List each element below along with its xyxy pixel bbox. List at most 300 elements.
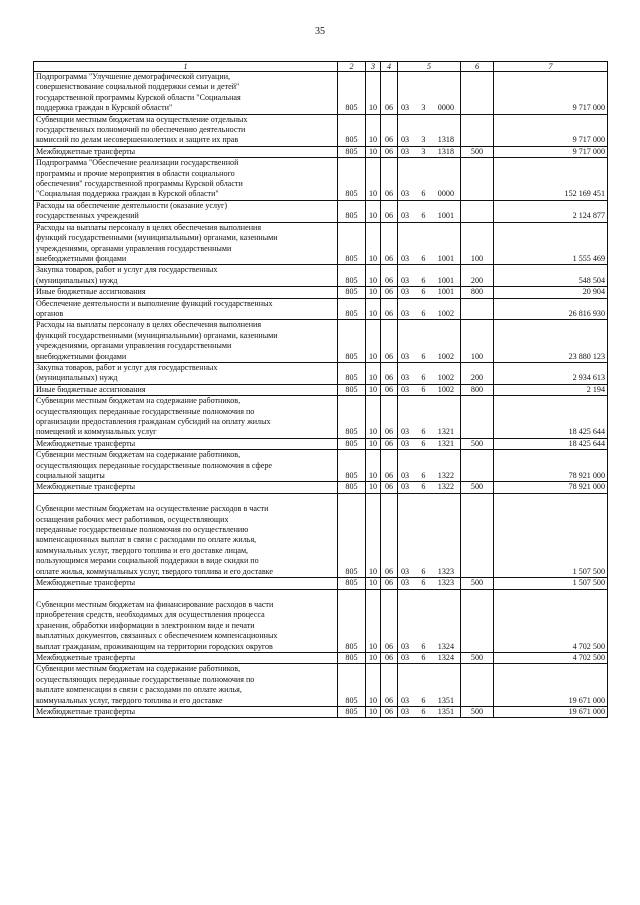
csr-code-part: 03 (401, 695, 410, 705)
item-name-line: Субвенции местным бюджетам на осуществление отдельных (36, 114, 248, 124)
gr-code-cell: 805 (338, 158, 366, 201)
pr-code-cell: 06 (381, 200, 398, 222)
csr-code-part: 6 (421, 427, 426, 437)
item-name-line: "Социальная поддержка граждан в Курской области" (36, 189, 219, 199)
page-number: 35 (315, 26, 325, 37)
table-row (34, 384, 608, 395)
table-row (34, 589, 608, 652)
vr-code-cell: 100 (461, 320, 494, 363)
rz-code-cell: 10 (366, 482, 381, 493)
csr-code-part: 1322 (437, 482, 454, 492)
vr-code-cell: 100 (461, 222, 494, 265)
csr-code-part: 6 (421, 471, 426, 481)
item-name-line: оплате жилья, коммунальных услуг, твердого топлива и его доставке (36, 566, 273, 576)
header-cell: 2 (338, 62, 366, 72)
rz-code-cell: 10 (366, 450, 381, 482)
item-name-line: функций государственными (муниципальными) органами, казенными (36, 330, 278, 340)
rz-code-cell: 10 (366, 652, 381, 663)
csr-code-part: 03 (401, 189, 410, 199)
gr-code-cell: 805 (338, 482, 366, 493)
sum-cell: 152 169 451 (494, 158, 608, 201)
item-name-cell (34, 158, 338, 201)
item-name-cell (34, 706, 338, 717)
pr-code-cell: 06 (381, 287, 398, 298)
csr-code-part: 6 (421, 578, 426, 588)
item-name-line: функций государственными (муниципальными) органами, казенными (36, 233, 278, 243)
gr-code-cell: 805 (338, 450, 366, 482)
item-name-line: выплатных документов, связанных с обеспечением компенсационных (36, 631, 278, 641)
vr-code-cell: 800 (461, 287, 494, 298)
csr-code-part: 03 (401, 351, 410, 361)
csr-code-cell (398, 298, 461, 320)
item-name-cell (34, 200, 338, 222)
sum-cell: 2 194 (494, 384, 608, 395)
item-name-line: осуществляющих переданные государственные полномочия в сфере (36, 460, 272, 470)
csr-code-cell (398, 200, 461, 222)
csr-code-part: 1002 (437, 351, 454, 361)
vr-code-cell: 500 (461, 706, 494, 717)
gr-code-cell: 805 (338, 114, 366, 146)
rz-code-cell: 10 (366, 384, 381, 395)
pr-code-cell: 06 (381, 222, 398, 265)
sum-cell: 4 702 500 (494, 652, 608, 663)
csr-code-part: 1321 (437, 427, 454, 437)
csr-code-part: 1002 (437, 384, 454, 394)
sum-cell: 20 904 (494, 287, 608, 298)
vr-code-cell (461, 450, 494, 482)
gr-code-cell: 805 (338, 396, 366, 439)
csr-code-part: 1001 (437, 253, 454, 263)
csr-code-part: 6 (421, 189, 426, 199)
rz-code-cell: 10 (366, 114, 381, 146)
csr-code-part: 6 (421, 695, 426, 705)
csr-code-cell (398, 287, 461, 298)
csr-code-part: 03 (401, 103, 410, 113)
csr-code-part: 03 (401, 706, 410, 716)
csr-code-part: 03 (401, 275, 410, 285)
sum-cell: 19 671 000 (494, 706, 608, 717)
csr-code-cell (398, 450, 461, 482)
vr-code-cell (461, 664, 494, 707)
item-name-cell (34, 450, 338, 482)
item-name-line: Подпрограмма "Обеспечение реализации государственной (36, 158, 239, 168)
rz-code-cell: 10 (366, 200, 381, 222)
csr-code-part: 03 (401, 308, 410, 318)
rz-code-cell: 10 (366, 493, 381, 577)
table-row (34, 493, 608, 577)
item-name-line: коммунальных услуг, твердого топлива и его доставке лицам, (36, 545, 249, 555)
pr-code-cell: 06 (381, 320, 398, 363)
gr-code-cell: 805 (338, 706, 366, 717)
item-name-line: Субвенции местным бюджетам на содержание работников, (36, 450, 241, 460)
item-name-line: программы и прочие мероприятия в области социального (36, 168, 235, 178)
item-name-cell (34, 222, 338, 265)
csr-code-cell (398, 222, 461, 265)
csr-code-cell (398, 384, 461, 395)
item-name-line: компенсационных выплат в связи с расходами по оплате жилья, (36, 535, 257, 545)
pr-code-cell: 06 (381, 158, 398, 201)
pr-code-cell: 06 (381, 72, 398, 115)
item-name-line: поддержка граждан в Курской области" (36, 103, 173, 113)
csr-code-cell (398, 482, 461, 493)
pr-code-cell: 06 (381, 706, 398, 717)
sum-cell: 78 921 000 (494, 482, 608, 493)
item-name-line: Расходы на выплаты персоналу в целях обеспечения выполнения (36, 222, 262, 232)
gr-code-cell: 805 (338, 298, 366, 320)
item-name-cell (34, 298, 338, 320)
csr-code-part: 1318 (437, 146, 454, 156)
csr-code-part: 6 (421, 438, 426, 448)
gr-code-cell: 805 (338, 384, 366, 395)
rz-code-cell: 10 (366, 362, 381, 384)
sum-cell: 2 124 877 (494, 200, 608, 222)
csr-code-part: 1322 (437, 471, 454, 481)
sum-cell: 23 880 123 (494, 320, 608, 363)
csr-code-part: 03 (401, 287, 410, 297)
gr-code-cell: 805 (338, 72, 366, 115)
pr-code-cell: 06 (381, 652, 398, 663)
rz-code-cell: 10 (366, 222, 381, 265)
item-name-line: Подпрограмма "Улучшение демографической ситуации, (36, 72, 231, 81)
rz-code-cell: 10 (366, 265, 381, 287)
table-row (34, 265, 608, 287)
gr-code-cell: 805 (338, 146, 366, 157)
sum-cell: 1 507 500 (494, 578, 608, 589)
pr-code-cell: 06 (381, 362, 398, 384)
sum-cell: 9 717 000 (494, 72, 608, 115)
item-name-line: социальной защиты (36, 471, 105, 481)
item-name-cell (34, 589, 338, 652)
item-name-line: Межбюджетные трансферты (36, 482, 136, 492)
vr-code-cell (461, 298, 494, 320)
sum-cell: 1 555 469 (494, 222, 608, 265)
sum-cell: 9 717 000 (494, 114, 608, 146)
header-row (34, 62, 608, 72)
vr-code-cell: 500 (461, 652, 494, 663)
item-name-line: Субвенции местным бюджетам на содержание работников, (36, 396, 241, 406)
sum-cell: 26 816 930 (494, 298, 608, 320)
sum-cell: 9 717 000 (494, 146, 608, 157)
rz-code-cell: 10 (366, 706, 381, 717)
csr-code-part: 6 (421, 211, 426, 221)
rz-code-cell: 10 (366, 578, 381, 589)
table-row (34, 706, 608, 717)
pr-code-cell: 06 (381, 578, 398, 589)
item-name-line: Субвенции местным бюджетам на осуществление расходов в части (36, 504, 269, 514)
csr-code-part: 6 (421, 706, 426, 716)
csr-code-part: 1002 (437, 373, 454, 383)
csr-code-part: 1318 (437, 135, 454, 145)
rz-code-cell: 10 (366, 396, 381, 439)
sum-cell: 1 507 500 (494, 493, 608, 577)
table-row (34, 158, 608, 201)
gr-code-cell: 805 (338, 362, 366, 384)
item-name-line: осуществляющих переданные государственные полномочия по (36, 674, 255, 684)
csr-code-part: 1001 (437, 287, 454, 297)
table-row (34, 482, 608, 493)
csr-code-part: 6 (421, 351, 426, 361)
table-row (34, 652, 608, 663)
pr-code-cell: 06 (381, 482, 398, 493)
csr-code-part: 1324 (437, 641, 454, 651)
item-name-line: Субвенции местным бюджетам на содержание работников, (36, 664, 241, 674)
item-name-line: осуществляющих переданные государственные полномочия по (36, 406, 255, 416)
gr-code-cell: 805 (338, 320, 366, 363)
csr-code-part: 6 (421, 384, 426, 394)
gr-code-cell: 805 (338, 200, 366, 222)
item-name-cell (34, 578, 338, 589)
csr-code-part: 03 (401, 373, 410, 383)
item-name-cell (34, 652, 338, 663)
pr-code-cell: 06 (381, 146, 398, 157)
csr-code-part: 03 (401, 471, 410, 481)
sum-cell: 18 425 644 (494, 438, 608, 449)
sum-cell: 78 921 000 (494, 450, 608, 482)
item-name-line: Закупка товаров, работ и услуг для государственных (36, 362, 218, 372)
item-name-line: Субвенции местным бюджетам на финансирование расходов в части (36, 599, 274, 609)
table-row (34, 222, 608, 265)
csr-code-part: 6 (421, 566, 426, 576)
csr-code-part: 03 (401, 482, 410, 492)
csr-code-part: 6 (421, 308, 426, 318)
csr-code-part: 1002 (437, 308, 454, 318)
item-name-line: организации предоставления гражданам субсидий на оплату жилых (36, 417, 271, 426)
item-name-line: Межбюджетные трансферты (36, 706, 136, 716)
header-cell: 4 (381, 62, 398, 72)
item-name-cell (34, 396, 338, 439)
gr-code-cell: 805 (338, 578, 366, 589)
vr-code-cell (461, 72, 494, 115)
csr-code-cell (398, 438, 461, 449)
item-name-line (36, 494, 335, 504)
pr-code-cell: 06 (381, 114, 398, 146)
budget-table (33, 61, 608, 718)
item-name-line: выплате компенсации в связи с расходами по оплате жилья, (36, 685, 242, 695)
item-name-line: внебюджетными фондами (36, 351, 127, 361)
csr-code-part: 1324 (437, 652, 454, 662)
table-row (34, 114, 608, 146)
csr-code-part: 1351 (437, 695, 454, 705)
item-name-line: обеспечения" государственной программы Курской области (36, 179, 243, 189)
item-name-line: Расходы на выплаты персоналу в целях обеспечения выполнения (36, 320, 262, 330)
pr-code-cell: 06 (381, 450, 398, 482)
header-cell: 1 (34, 62, 338, 72)
item-name-cell (34, 72, 338, 115)
csr-code-cell (398, 265, 461, 287)
csr-code-cell (398, 72, 461, 115)
vr-code-cell: 500 (461, 146, 494, 157)
table-body (34, 62, 608, 718)
pr-code-cell: 06 (381, 589, 398, 652)
csr-code-part: 6 (421, 373, 426, 383)
header-cell: 5 (398, 62, 461, 72)
item-name-line (36, 590, 335, 600)
table-row (34, 396, 608, 439)
csr-code-part: 03 (401, 566, 410, 576)
csr-code-cell (398, 114, 461, 146)
csr-code-cell (398, 578, 461, 589)
item-name-line: Межбюджетные трансферты (36, 578, 136, 588)
item-name-line: пользующимся мерами социальной поддержки в виде скидки по (36, 556, 259, 566)
csr-code-part: 03 (401, 652, 410, 662)
csr-code-part: 6 (421, 652, 426, 662)
rz-code-cell: 10 (366, 158, 381, 201)
pr-code-cell: 06 (381, 298, 398, 320)
item-name-line: учреждениями, органами управления государственными (36, 341, 232, 351)
csr-code-part: 03 (401, 578, 410, 588)
csr-code-part: 03 (401, 427, 410, 437)
table-row (34, 200, 608, 222)
table-row (34, 298, 608, 320)
item-name-line: Иные бюджетные ассигнования (36, 287, 146, 297)
gr-code-cell: 805 (338, 265, 366, 287)
csr-code-cell (398, 362, 461, 384)
pr-code-cell: 06 (381, 384, 398, 395)
item-name-line: государственных учреждений (36, 211, 139, 221)
csr-code-part: 03 (401, 146, 410, 156)
sum-cell: 19 671 000 (494, 664, 608, 707)
gr-code-cell: 805 (338, 287, 366, 298)
rz-code-cell: 10 (366, 146, 381, 157)
csr-code-part: 6 (421, 641, 426, 651)
csr-code-part: 1323 (437, 566, 454, 576)
gr-code-cell: 805 (338, 664, 366, 707)
gr-code-cell: 805 (338, 652, 366, 663)
csr-code-cell (398, 706, 461, 717)
csr-code-cell (398, 493, 461, 577)
header-cell: 7 (494, 62, 608, 72)
csr-code-part: 1323 (437, 578, 454, 588)
item-name-line: выплат гражданам, проживающим на территории городских округов (36, 641, 273, 651)
table-row (34, 578, 608, 589)
csr-code-part: 1001 (437, 275, 454, 285)
csr-code-part: 6 (421, 482, 426, 492)
item-name-line: учреждениями, органами управления государственными (36, 243, 232, 253)
gr-code-cell: 805 (338, 222, 366, 265)
item-name-line: (муниципальных) нужд (36, 275, 118, 285)
item-name-cell (34, 482, 338, 493)
csr-code-part: 1321 (437, 438, 454, 448)
item-name-cell (34, 320, 338, 363)
vr-code-cell (461, 493, 494, 577)
vr-code-cell: 200 (461, 362, 494, 384)
item-name-cell (34, 146, 338, 157)
csr-code-part: 03 (401, 135, 410, 145)
item-name-line: комиссий по делам несовершеннолетних и защите их прав (36, 135, 239, 145)
table-row (34, 362, 608, 384)
csr-code-part: 03 (401, 438, 410, 448)
csr-code-part: 3 (421, 103, 426, 113)
item-name-line: помещений и коммунальных услуг (36, 427, 157, 437)
rz-code-cell: 10 (366, 664, 381, 707)
item-name-cell (34, 362, 338, 384)
item-name-cell (34, 287, 338, 298)
item-name-cell (34, 384, 338, 395)
item-name-line: Межбюджетные трансферты (36, 438, 136, 448)
item-name-line: (муниципальных) нужд (36, 373, 118, 383)
rz-code-cell: 10 (366, 589, 381, 652)
item-name-cell (34, 265, 338, 287)
item-name-line: хранения, обработки информации в электронном виде и печати (36, 620, 255, 630)
csr-code-part: 3 (421, 146, 426, 156)
sum-cell: 4 702 500 (494, 589, 608, 652)
table-row (34, 320, 608, 363)
csr-code-cell (398, 158, 461, 201)
csr-code-cell (398, 396, 461, 439)
item-name-line: коммунальных услуг, твердого топлива и его доставке (36, 695, 223, 705)
csr-code-part: 0000 (437, 103, 454, 113)
csr-code-part: 03 (401, 253, 410, 263)
csr-code-part: 6 (421, 253, 426, 263)
header-cell: 6 (461, 62, 494, 72)
vr-code-cell (461, 200, 494, 222)
csr-code-cell (398, 652, 461, 663)
item-name-cell (34, 664, 338, 707)
vr-code-cell (461, 158, 494, 201)
rz-code-cell: 10 (366, 320, 381, 363)
table-row (34, 287, 608, 298)
csr-code-part: 1001 (437, 211, 454, 221)
csr-code-part: 03 (401, 384, 410, 394)
sum-cell: 548 504 (494, 265, 608, 287)
csr-code-cell (398, 146, 461, 157)
item-name-line: приобретения средств, необходимых для осуществления процесса (36, 610, 265, 620)
pr-code-cell: 06 (381, 265, 398, 287)
gr-code-cell: 805 (338, 438, 366, 449)
pr-code-cell: 06 (381, 438, 398, 449)
item-name-line: Межбюджетные трансферты (36, 652, 136, 662)
item-name-line: Межбюджетные трансферты (36, 146, 136, 156)
gr-code-cell: 805 (338, 493, 366, 577)
item-name-line: Расходы на обеспечение деятельности (оказание услуг) (36, 200, 228, 210)
pr-code-cell: 06 (381, 396, 398, 439)
item-name-line: государственной программы Курской области "Социальная (36, 92, 241, 102)
pr-code-cell: 06 (381, 664, 398, 707)
rz-code-cell: 10 (366, 298, 381, 320)
table-row (34, 72, 608, 115)
vr-code-cell (461, 396, 494, 439)
csr-code-cell (398, 589, 461, 652)
gr-code-cell: 805 (338, 589, 366, 652)
item-name-line: Обеспечение деятельности и выполнение функций государственных (36, 298, 273, 308)
csr-code-part: 0000 (437, 189, 454, 199)
item-name-line: совершенствование социальной поддержки семьи и детей" (36, 82, 240, 92)
item-name-line: внебюджетными фондами (36, 253, 127, 263)
vr-code-cell: 800 (461, 384, 494, 395)
item-name-line: органов (36, 308, 64, 318)
item-name-line: Иные бюджетные ассигнования (36, 384, 146, 394)
sum-cell: 2 934 613 (494, 362, 608, 384)
csr-code-part: 1351 (437, 706, 454, 716)
sum-cell: 18 425 644 (494, 396, 608, 439)
item-name-line: Закупка товаров, работ и услуг для государственных (36, 265, 218, 275)
rz-code-cell: 10 (366, 287, 381, 298)
csr-code-part: 3 (421, 135, 426, 145)
item-name-line: оснащения рабочих мест работников, осуществляющих (36, 514, 229, 524)
table-row (34, 450, 608, 482)
csr-code-cell (398, 664, 461, 707)
item-name-line: переданные государственные полномочия по осуществлению (36, 525, 249, 535)
rz-code-cell: 10 (366, 438, 381, 449)
vr-code-cell: 500 (461, 578, 494, 589)
table-row (34, 664, 608, 707)
rz-code-cell: 10 (366, 72, 381, 115)
csr-code-part: 03 (401, 211, 410, 221)
item-name-line: государственных полномочий по обеспечению деятельности (36, 125, 246, 135)
vr-code-cell: 500 (461, 482, 494, 493)
item-name-cell (34, 438, 338, 449)
csr-code-part: 6 (421, 275, 426, 285)
